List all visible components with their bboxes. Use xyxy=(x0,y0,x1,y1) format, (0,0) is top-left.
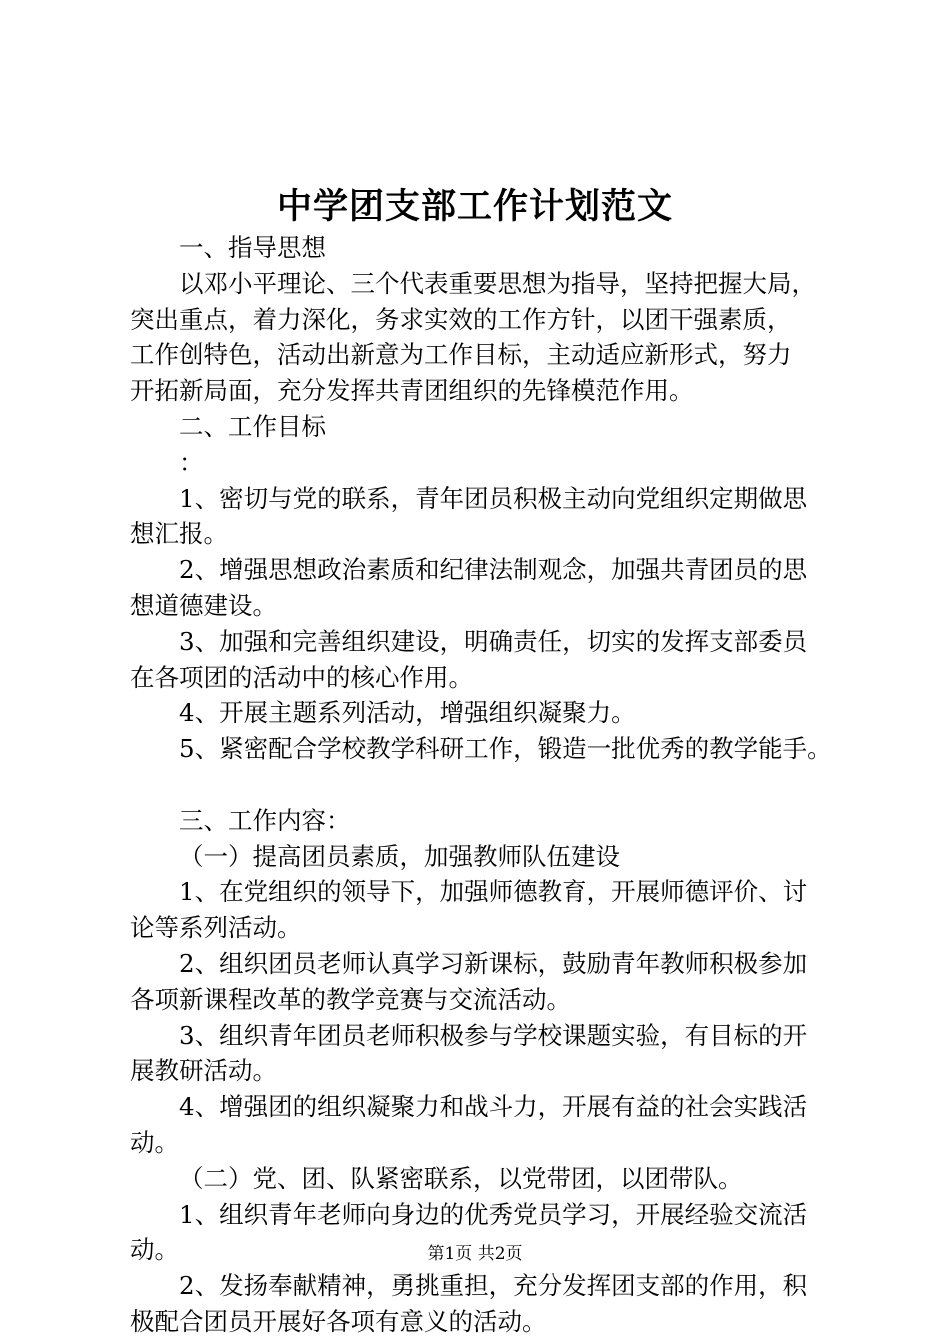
section-heading-work-content: 三、工作内容： xyxy=(179,805,351,835)
list-item-line: 3、加强和完善组织建设，明确责任，切实的发挥支部委员 xyxy=(179,626,808,656)
paragraph-line: ： xyxy=(179,447,204,477)
list-item-line: 5、紧密配合学校教学科研工作，锻造一批优秀的教学能手。 xyxy=(179,734,832,764)
list-item-line: 2、增强思想政治素质和纪律法制观念，加强共青团员的思 xyxy=(179,555,808,585)
paragraph-line: 开拓新局面，充分发挥共青团组织的先锋模范作用。 xyxy=(130,376,694,406)
paragraph-line: 以邓小平理论、三个代表重要思想为指导，坚持把握大局， xyxy=(179,268,816,298)
list-item-line: 极配合团员开展好各项有意义的活动。 xyxy=(130,1306,547,1336)
paragraph-line: 突出重点，着力深化，务求实效的工作方针，以团干强素质， xyxy=(130,304,792,334)
list-item-line: 1、组织青年老师向身边的优秀党员学习，开展经验交流活 xyxy=(179,1199,808,1229)
list-item-line: 2、发扬奉献精神，勇挑重担，充分发挥团支部的作用，积 xyxy=(179,1271,808,1301)
list-item-line: 4、增强团的组织凝聚力和战斗力，开展有益的社会实践活 xyxy=(179,1092,808,1122)
list-item-line: 想道德建设。 xyxy=(130,590,277,620)
list-item-line: 动。 xyxy=(130,1127,179,1157)
document-body xyxy=(130,230,830,1340)
subsection-heading: （二）党、团、队紧密联系，以党带团，以团带队。 xyxy=(179,1163,743,1193)
list-item-line: 在各项团的活动中的核心作用。 xyxy=(130,662,473,692)
list-item-line: 动。 xyxy=(130,1235,179,1265)
document-title: 中学团支部工作计划范文 xyxy=(276,186,673,227)
list-item-line: 2、组织团员老师认真学习新课标，鼓励青年教师积极参加 xyxy=(179,948,808,978)
list-item-line: 论等系列活动。 xyxy=(130,913,302,943)
list-item-line: 展教研活动。 xyxy=(130,1056,277,1086)
list-item-line: 各项新课程改革的教学竞赛与交流活动。 xyxy=(130,984,571,1014)
list-item-line: 3、组织青年团员老师积极参与学校课题实验，有目标的开 xyxy=(179,1020,808,1050)
subsection-heading: （一）提高团员素质，加强教师队伍建设 xyxy=(179,841,620,871)
list-item-line: 1、在党组织的领导下，加强师德教育，开展师德评价、讨 xyxy=(179,877,808,907)
list-item-line: 1、密切与党的联系，青年团员积极主动向党组织定期做思 xyxy=(179,483,808,513)
blank-line xyxy=(130,767,830,803)
page-number-footer: 第1页 共2页 xyxy=(427,1244,523,1264)
paragraph-line: 工作创特色，活动出新意为工作目标，主动适应新形式，努力 xyxy=(130,340,792,370)
section-heading-work-goals: 二、工作目标 xyxy=(179,411,326,441)
list-item-line: 4、开展主题系列活动，增强组织凝聚力。 xyxy=(179,698,636,728)
list-item-line: 想汇报。 xyxy=(130,519,228,549)
section-heading-guiding-ideology: 一、指导思想 xyxy=(179,233,326,262)
